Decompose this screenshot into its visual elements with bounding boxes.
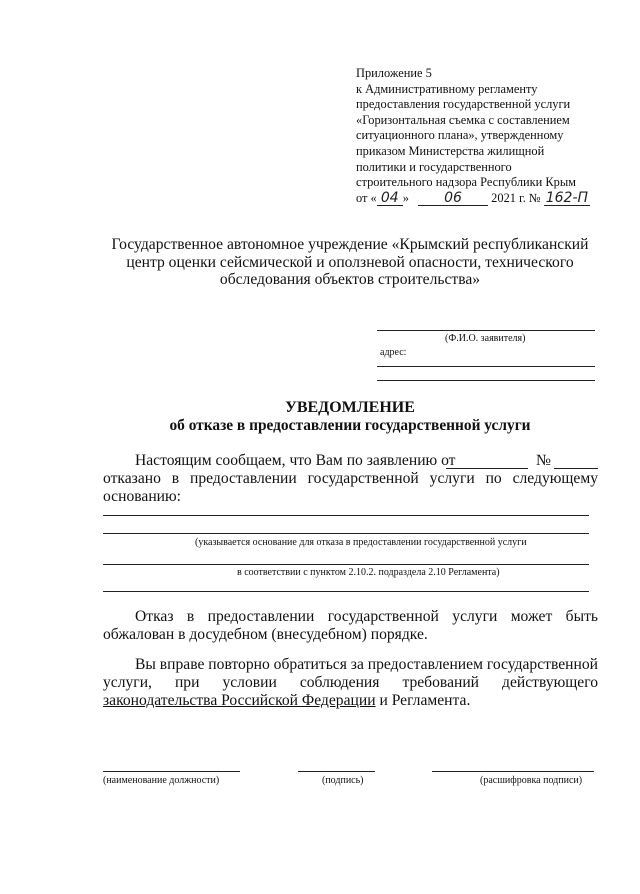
organization-name xyxy=(100,236,600,289)
address-field-2 xyxy=(377,380,595,381)
reason-caption-2: в соответствии с пунктом 2.10.2. подраздела 2.10 Регламента) xyxy=(237,567,500,578)
para3-end: и Регламента. xyxy=(375,691,471,709)
para2: Отказ в предоставлении государственной услуги может быть обжалован в досудебном (внесудебном) порядке. xyxy=(103,608,598,643)
appendix-line: ситуационного плана», утвержденному xyxy=(356,128,564,143)
signature-decode-caption: (расшифровка подписи) xyxy=(480,775,583,786)
reason-line-1 xyxy=(103,515,589,516)
application-date-field xyxy=(446,468,528,469)
para1-line2: отказано в предоставлении государственной услуги по следующему xyxy=(103,470,598,487)
order-number: 162-П xyxy=(545,189,589,206)
applicant-name-caption: (Ф.И.О. заявителя) xyxy=(445,333,526,344)
reason-caption: (указывается основание для отказа в предоставлении государственной услуги xyxy=(195,537,527,548)
appendix-line: приказом Министерства жилищной xyxy=(356,143,545,158)
appendix-line: строительного надзора Республики Крым xyxy=(356,175,577,190)
date-day: 04 xyxy=(377,192,403,206)
position-caption: (наименование должности) xyxy=(103,775,220,786)
appendix-line: «Горизонтальная съемка с составлением xyxy=(356,112,570,127)
organization-line: центр оценки сейсмической и оползневой опасности, технического xyxy=(126,253,574,271)
notice-subtitle: об отказе в предоставлении государственной услуги xyxy=(169,417,531,434)
appendix-block xyxy=(356,66,606,206)
date-quote-close: » xyxy=(402,190,409,205)
appendix-line: Приложение 5 xyxy=(356,66,432,80)
position-field xyxy=(103,771,240,772)
appendix-line: политики и государственного xyxy=(356,159,512,174)
notice-title: УВЕДОМЛЕНИЕ xyxy=(285,399,415,416)
para1-start: Настоящим сообщаем, что Вам по заявлению от xyxy=(135,452,456,469)
reason-line-2 xyxy=(103,533,589,534)
reason-line-3 xyxy=(103,564,589,565)
address-field-1 xyxy=(377,366,595,367)
organization-line: Государственное автономное учреждение «Крымский республиканский xyxy=(111,236,589,253)
date-year: 2021 г. № xyxy=(491,190,541,205)
legislation-link: законодательства Российской Федерации xyxy=(103,691,376,709)
para3-start: Вы вправе повторно обратиться за предоставлением государственной услуги, при условии соблюдения требований действующего xyxy=(103,656,598,691)
address-label: адрес: xyxy=(380,347,407,358)
signature-decode-field xyxy=(432,771,594,772)
organization-line: обследования объектов строительства» xyxy=(219,271,481,288)
date-prefix: от « xyxy=(356,190,377,205)
applicant-name-field xyxy=(377,330,595,331)
signature-caption: (подпись) xyxy=(322,775,364,786)
appendix-line: к Административному регламенту xyxy=(356,81,538,96)
signature-field xyxy=(298,771,375,772)
appendix-date-line xyxy=(356,191,606,207)
date-month: 06 xyxy=(418,192,488,206)
application-number-field xyxy=(554,468,598,469)
para3 xyxy=(103,656,598,709)
para1-line3: основанию: xyxy=(103,488,181,505)
number-sign: № xyxy=(536,452,551,469)
reason-line-4 xyxy=(103,591,589,592)
appendix-line: предоставления государственной услуги xyxy=(356,97,571,112)
